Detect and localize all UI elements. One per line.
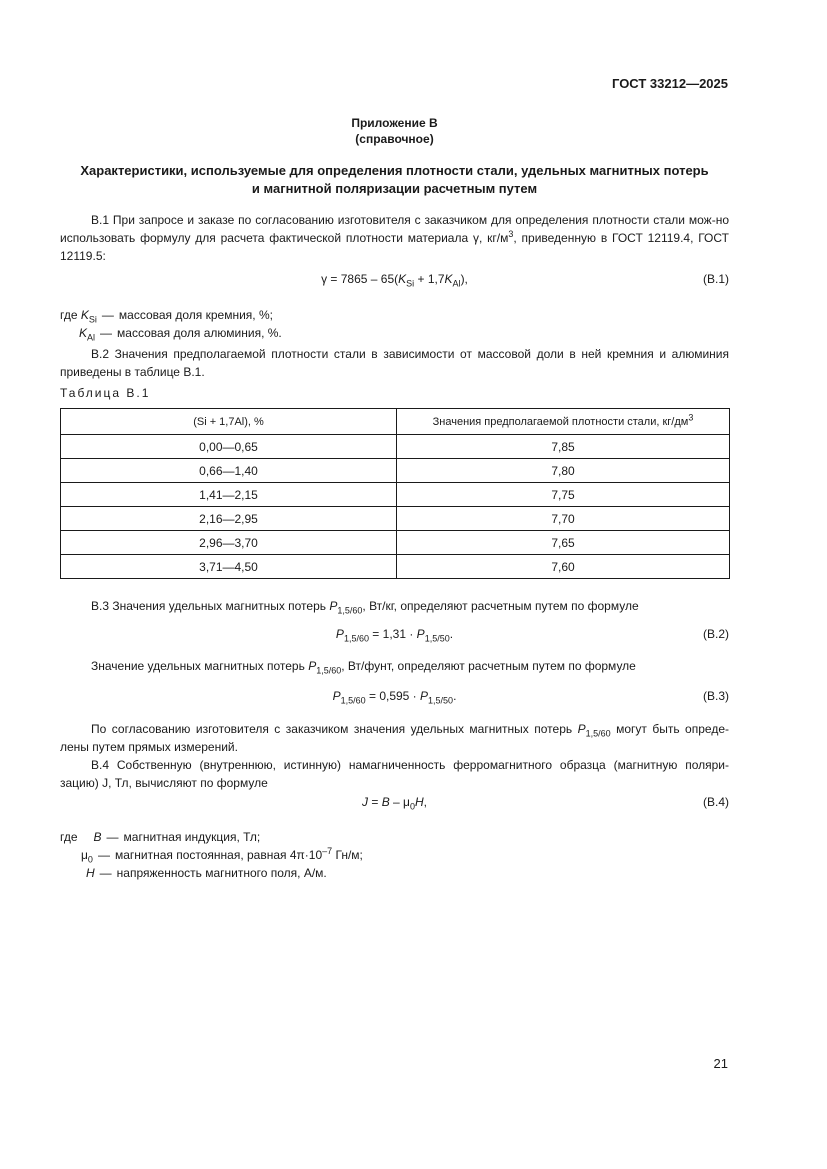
table-row: 2,16—2,95 7,70 bbox=[61, 507, 730, 531]
legend-b4: где B — магнитная индукция, Тл; $\mu_0$ — магнитная постоянная, равная $4\pi\cdot 10^{-7}$ Гн/м; H — напряженность магнитного поля, А/м. bbox=[60, 830, 363, 880]
table-header-density: Значения предполагаемой плотности стали, $кг/дм^3$ bbox=[397, 409, 730, 435]
appendix-title: Приложение В bbox=[351, 116, 438, 130]
formula-b1: $\gamma = 7865 - 65(K_{Si} + 1,7K_{Al})$, (В.1) bbox=[321, 272, 729, 289]
paragraph-b3-imperial: Значение удельных магнитных потерь $P_{1,5/60}$, Вт/фунт, определяют расчетным путем по формуле bbox=[91, 659, 636, 676]
formula-b3: $P_{1,5/60} = 0,595 \cdot P_{1,5/50}$. (В.3) bbox=[332, 689, 729, 706]
formula-b4: $J = B - \mu_0H$, (В.4) bbox=[362, 795, 729, 812]
density-table bbox=[60, 408, 730, 579]
document-code: ГОСТ 33212—2025 bbox=[612, 76, 728, 91]
table-row: 3,71—4,50 7,60 bbox=[61, 555, 730, 579]
table-row: 0,00—0,65 7,85 bbox=[61, 435, 730, 459]
table-header-composition: (Si + 1,7Al), % bbox=[61, 409, 397, 435]
legend-b1: где $K_{Si}$ — массовая доля кремния, %; $K_{Al}$ — массовая доля алюминия, %. bbox=[60, 308, 282, 343]
formula-number: (В.2) bbox=[702, 627, 729, 641]
table-caption: Таблица В.1 bbox=[60, 386, 151, 400]
paragraph-b2: В.2 Значения предполагаемой плотности стали в зависимости от массовой доли в ней кремния и алюминия приведены в таблице В.1. bbox=[60, 347, 729, 379]
appendix-note: (справочное) bbox=[355, 132, 434, 146]
table-row: 1,41—2,15 7,75 bbox=[61, 483, 730, 507]
paragraph-b3-direct: По согласованию изготовителя с заказчиком значения удельных магнитных потерь $P_{1,5/60}$ могут быть опреде-лены путем прямых измерений. bbox=[60, 722, 729, 754]
formula-number: (В.4) bbox=[702, 795, 729, 809]
paragraph-b4: В.4 Собственную (внутреннюю, истинную) намагниченность ферромагнитного образца (магнитную поляри-зацию) J, Тл, вычисляют по формуле bbox=[60, 758, 729, 790]
section-title-line-2: и магнитной поляризации расчетным путем bbox=[251, 181, 538, 196]
paragraph-b3: В.3 Значения удельных магнитных потерь $P_{1,5/60}$, Вт/кг, определяют расчетным путем по формуле bbox=[91, 599, 639, 616]
formula-number: (В.3) bbox=[702, 689, 729, 703]
formula-number: (В.1) bbox=[702, 272, 729, 286]
table-row: 0,66—1,40 7,80 bbox=[61, 459, 730, 483]
formula-b2: $P_{1,5/60} = 1,31 \cdot P_{1,5/50}$. (В.2) bbox=[335, 627, 729, 644]
table-row: 2,96—3,70 7,65 bbox=[61, 531, 730, 555]
page-number: 21 bbox=[713, 1056, 728, 1071]
paragraph-b1: В.1 При запросе и заказе по согласованию изготовителя с заказчиком для определения плотности стали мож-но использовать формулу для расчета фактической плотности материала γ, $кг/м^3$, приведенную в ГОСТ 12119.4, ГОСТ 12119.5: bbox=[60, 213, 729, 263]
section-title-line-1: Характеристики, используемые для определения плотности стали, удельных магнитных потерь bbox=[80, 163, 709, 178]
